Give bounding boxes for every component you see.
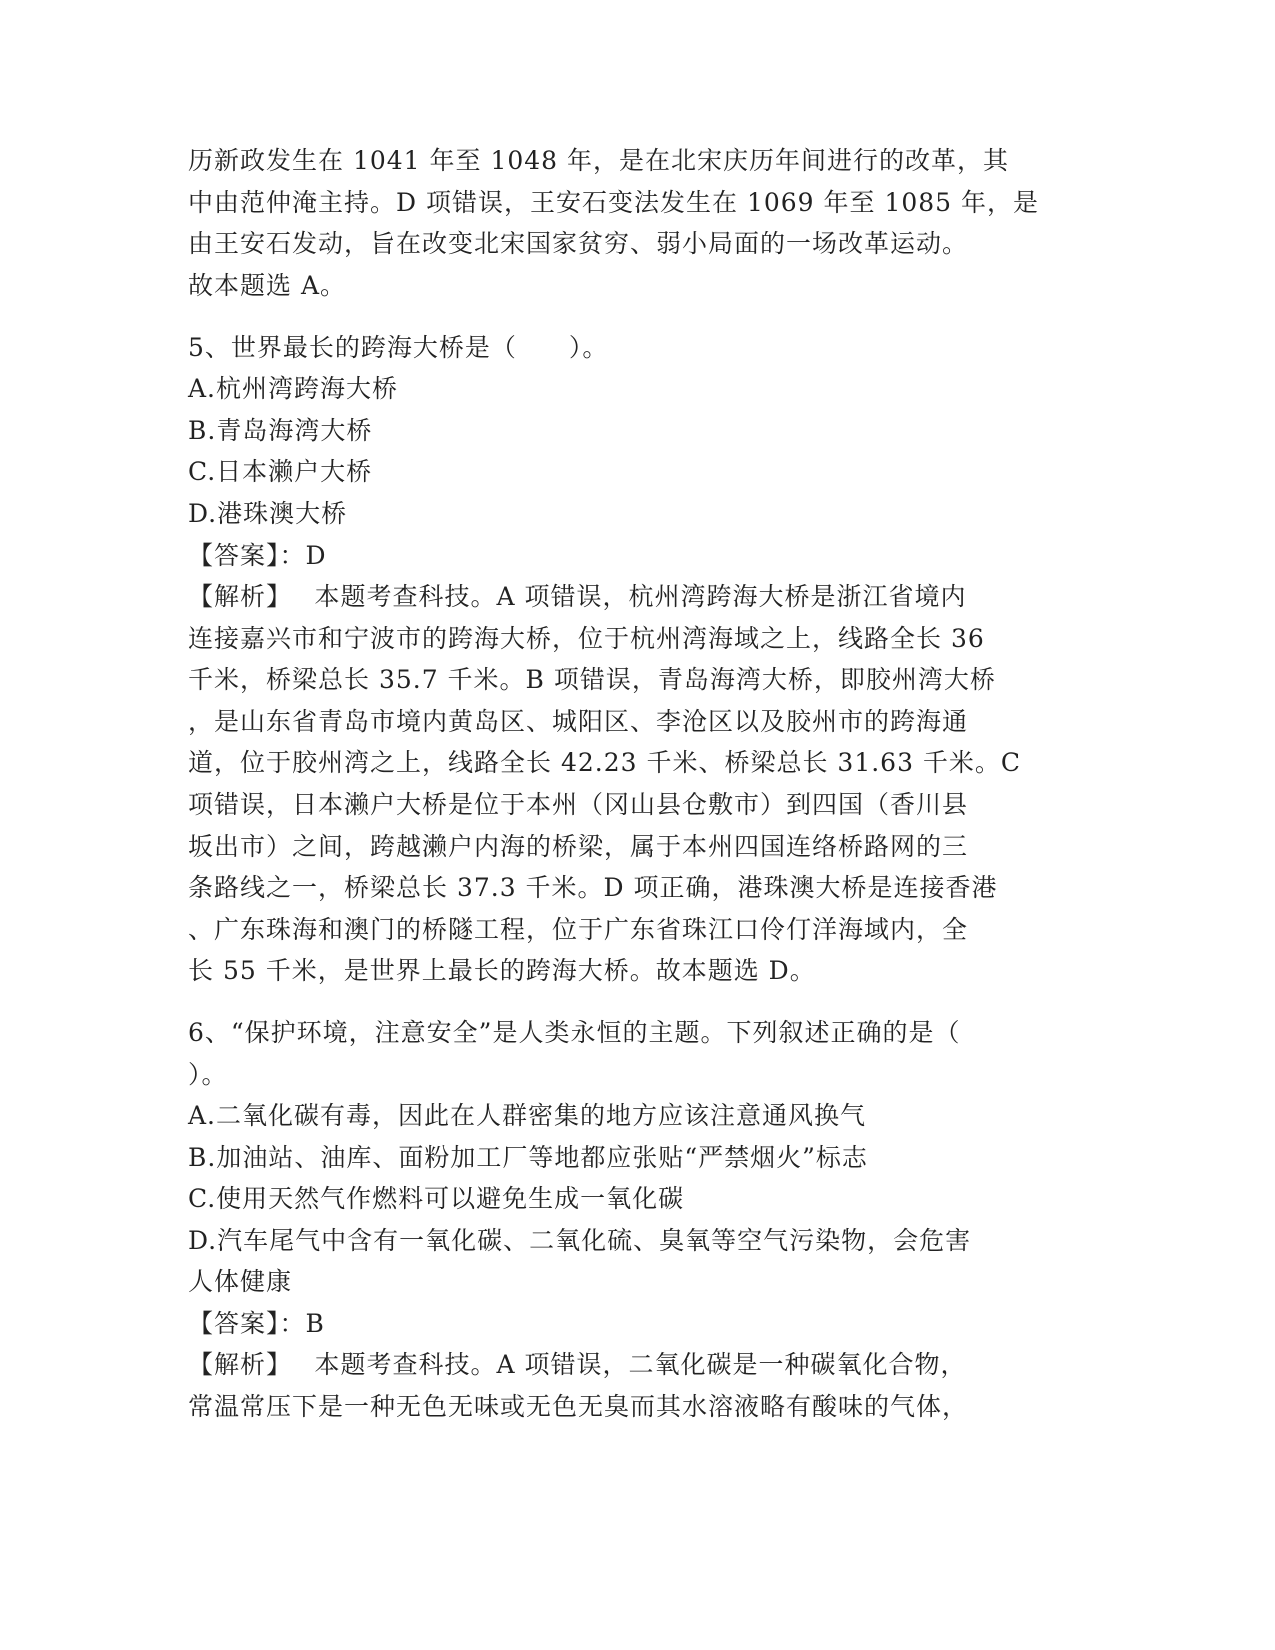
question-6-option-d: 人体健康 bbox=[188, 1267, 293, 1296]
explanation-line: 历新政发生在 1041 年至 1048 年，是在北宋庆历年间进行的改革，其 bbox=[188, 146, 1010, 175]
question-5-explanation-line: ，是山东省青岛市境内黄岛区、城阳区、李沧区以及胶州市的跨海通 bbox=[188, 707, 969, 736]
explanation-line: 故本题选 A。 bbox=[188, 271, 347, 300]
question-6-option-a: A.二氧化碳有毒，因此在人群密集的地方应该注意通风换气 bbox=[188, 1101, 867, 1130]
question-6-explanation-line: 常温常压下是一种无色无味或无色无臭而其水溶液略有酸味的气体， bbox=[188, 1392, 969, 1421]
question-6-explanation-line: 【解析】 本题考查科技。A 项错误，二氧化碳是一种碳氧化合物， bbox=[188, 1350, 967, 1379]
question-5-explanation-line: 千米，桥梁总长 35.7 千米。B 项错误，青岛海湾大桥，即胶州湾大桥 bbox=[188, 665, 996, 694]
question-6-option-d: D.汽车尾气中含有一氧化碳、二氧化硫、臭氧等空气污染物，会危害 bbox=[188, 1226, 972, 1255]
question-5-explanation-line: 、广东珠海和澳门的桥隧工程，位于广东省珠江口伶仃洋海域内，全 bbox=[188, 915, 969, 944]
question-5-explanation-line: 道，位于胶州湾之上，线路全长 42.23 千米、桥梁总长 31.63 千米。C bbox=[188, 748, 1022, 777]
question-5-option-a: A.杭州湾跨海大桥 bbox=[188, 374, 399, 403]
explanation-line: 由王安石发动，旨在改变北宋国家贫穷、弱小局面的一场改革运动。 bbox=[188, 229, 969, 258]
question-6-title: ）。 bbox=[188, 1060, 228, 1089]
question-5-explanation-line: 条路线之一，桥梁总长 37.3 千米。D 项正确，港珠澳大桥是连接香港 bbox=[188, 873, 998, 902]
question-6-option-b: B.加油站、油库、面粉加工厂等地都应张贴“严禁烟火”标志 bbox=[188, 1143, 868, 1172]
question-6-option-c: C.使用天然气作燃料可以避免生成一氧化碳 bbox=[188, 1184, 685, 1213]
question-5-option-c: C.日本濑户大桥 bbox=[188, 457, 373, 486]
question-5-explanation-line: 【解析】 本题考查科技。A 项错误，杭州湾跨海大桥是浙江省境内 bbox=[188, 582, 967, 611]
question-5-explanation-line: 长 55 千米，是世界上最长的跨海大桥。故本题选 D。 bbox=[188, 956, 816, 985]
question-5-explanation-line: 项错误，日本濑户大桥是位于本州（冈山县仓敷市）到四国（香川县 bbox=[188, 790, 969, 819]
question-5-answer: 【答案】：D bbox=[188, 541, 327, 570]
question-5-option-d: D.港珠澳大桥 bbox=[188, 499, 348, 528]
question-6-title: 6、“保护环境，注意安全”是人类永恒的主题。下列叙述正确的是（ bbox=[188, 1018, 961, 1047]
question-5-option-b: B.青岛海湾大桥 bbox=[188, 416, 373, 445]
explanation-line: 中由范仲淹主持。D 项错误，王安石变法发生在 1069 年至 1085 年，是 bbox=[188, 188, 1040, 217]
question-5-title: 5、世界最长的跨海大桥是（ ）。 bbox=[188, 333, 609, 362]
question-5-explanation-line: 连接嘉兴市和宁波市的跨海大桥，位于杭州湾海域之上，线路全长 36 bbox=[188, 624, 985, 653]
question-6-answer: 【答案】：B bbox=[188, 1309, 325, 1338]
question-5-explanation-line: 坂出市）之间，跨越濑户内海的桥梁，属于本州四国连络桥路网的三 bbox=[188, 832, 969, 861]
